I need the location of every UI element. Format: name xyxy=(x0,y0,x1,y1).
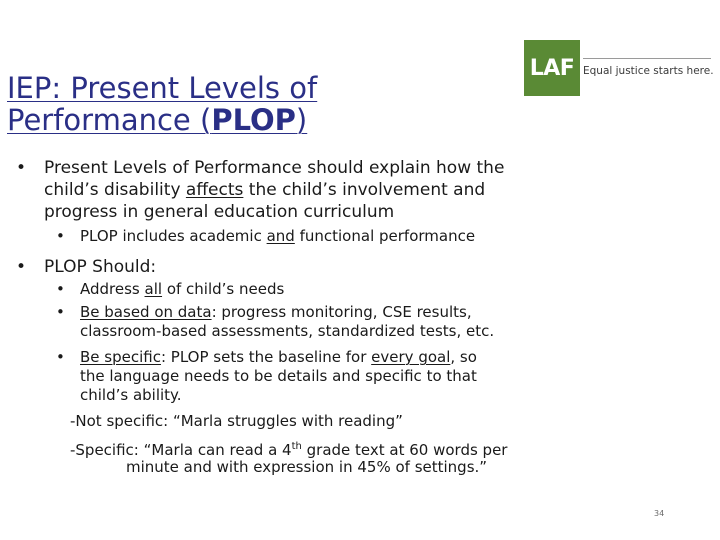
text-run: , so xyxy=(450,348,477,366)
sub-bullet-1 xyxy=(80,227,475,246)
superscript: th xyxy=(291,441,302,452)
sub-bullet-marker: • xyxy=(56,303,65,321)
page-number: 34 xyxy=(654,509,665,518)
laf-logo xyxy=(524,40,580,96)
sub-bullet-marker: • xyxy=(56,280,65,298)
text-run: Address xyxy=(80,280,145,298)
text-run: of child’s needs xyxy=(162,280,285,298)
underlined-text: and xyxy=(266,227,295,245)
sub-bullet-2b-line-1 xyxy=(80,303,472,322)
text-run: : PLOP sets the baseline for xyxy=(160,348,372,366)
sub-bullet-2c-line-3: child’s ability. xyxy=(80,386,182,404)
underlined-text: Be based on data xyxy=(80,303,212,321)
sub-bullet-2a xyxy=(80,280,284,299)
underlined-text: every goal xyxy=(371,348,451,366)
sub-bullet-2c-line-1 xyxy=(80,348,477,367)
underlined-text: all xyxy=(144,280,163,298)
sub-bullet-2b-line-2: classroom-based assessments, standardized tests, etc. xyxy=(80,322,495,340)
bullet-1-line-3: progress in general education curriculum xyxy=(44,202,395,222)
text-run: child’s disability xyxy=(44,180,186,200)
slide-title xyxy=(7,72,317,136)
underlined-text: Be specific xyxy=(80,348,161,366)
logo-text: LAF xyxy=(529,55,575,81)
title-line-2-prefix: Performance ( xyxy=(7,103,212,137)
text-run: the child’s involvement and xyxy=(243,180,486,200)
bullet-marker: • xyxy=(16,257,27,277)
text-run: : progress monitoring, CSE results, xyxy=(211,303,472,321)
bullet-2: PLOP Should: xyxy=(44,257,157,277)
underlined-text: affects xyxy=(185,180,244,200)
title-line-1: IEP: Present Levels of xyxy=(7,71,318,105)
title-line-2-bold: PLOP xyxy=(211,103,296,137)
example-specific-line-2: minute and with expression in 45% of settings.” xyxy=(126,458,488,476)
text-run: PLOP includes academic xyxy=(80,227,267,245)
bullet-marker: • xyxy=(16,158,27,178)
sub-bullet-2c-line-2: the language needs to be details and specific to that xyxy=(80,367,477,385)
tagline-rule xyxy=(583,58,711,59)
text-run: grade text at 60 words per xyxy=(301,441,508,459)
text-run: -Specific: “Marla can read a 4 xyxy=(70,441,292,459)
sub-bullet-marker: • xyxy=(56,227,65,245)
bullet-1-line-2 xyxy=(44,179,485,201)
example-specific-line-1 xyxy=(70,437,507,460)
example-not-specific: -Not specific: “Marla struggles with reading” xyxy=(70,412,403,430)
logo-tagline: Equal justice starts here. xyxy=(583,65,714,77)
bullet-1-line-1: Present Levels of Performance should explain how the xyxy=(44,158,505,178)
text-run: functional performance xyxy=(294,227,476,245)
sub-bullet-marker: • xyxy=(56,348,65,366)
title-line-2-suffix: ) xyxy=(295,103,308,137)
